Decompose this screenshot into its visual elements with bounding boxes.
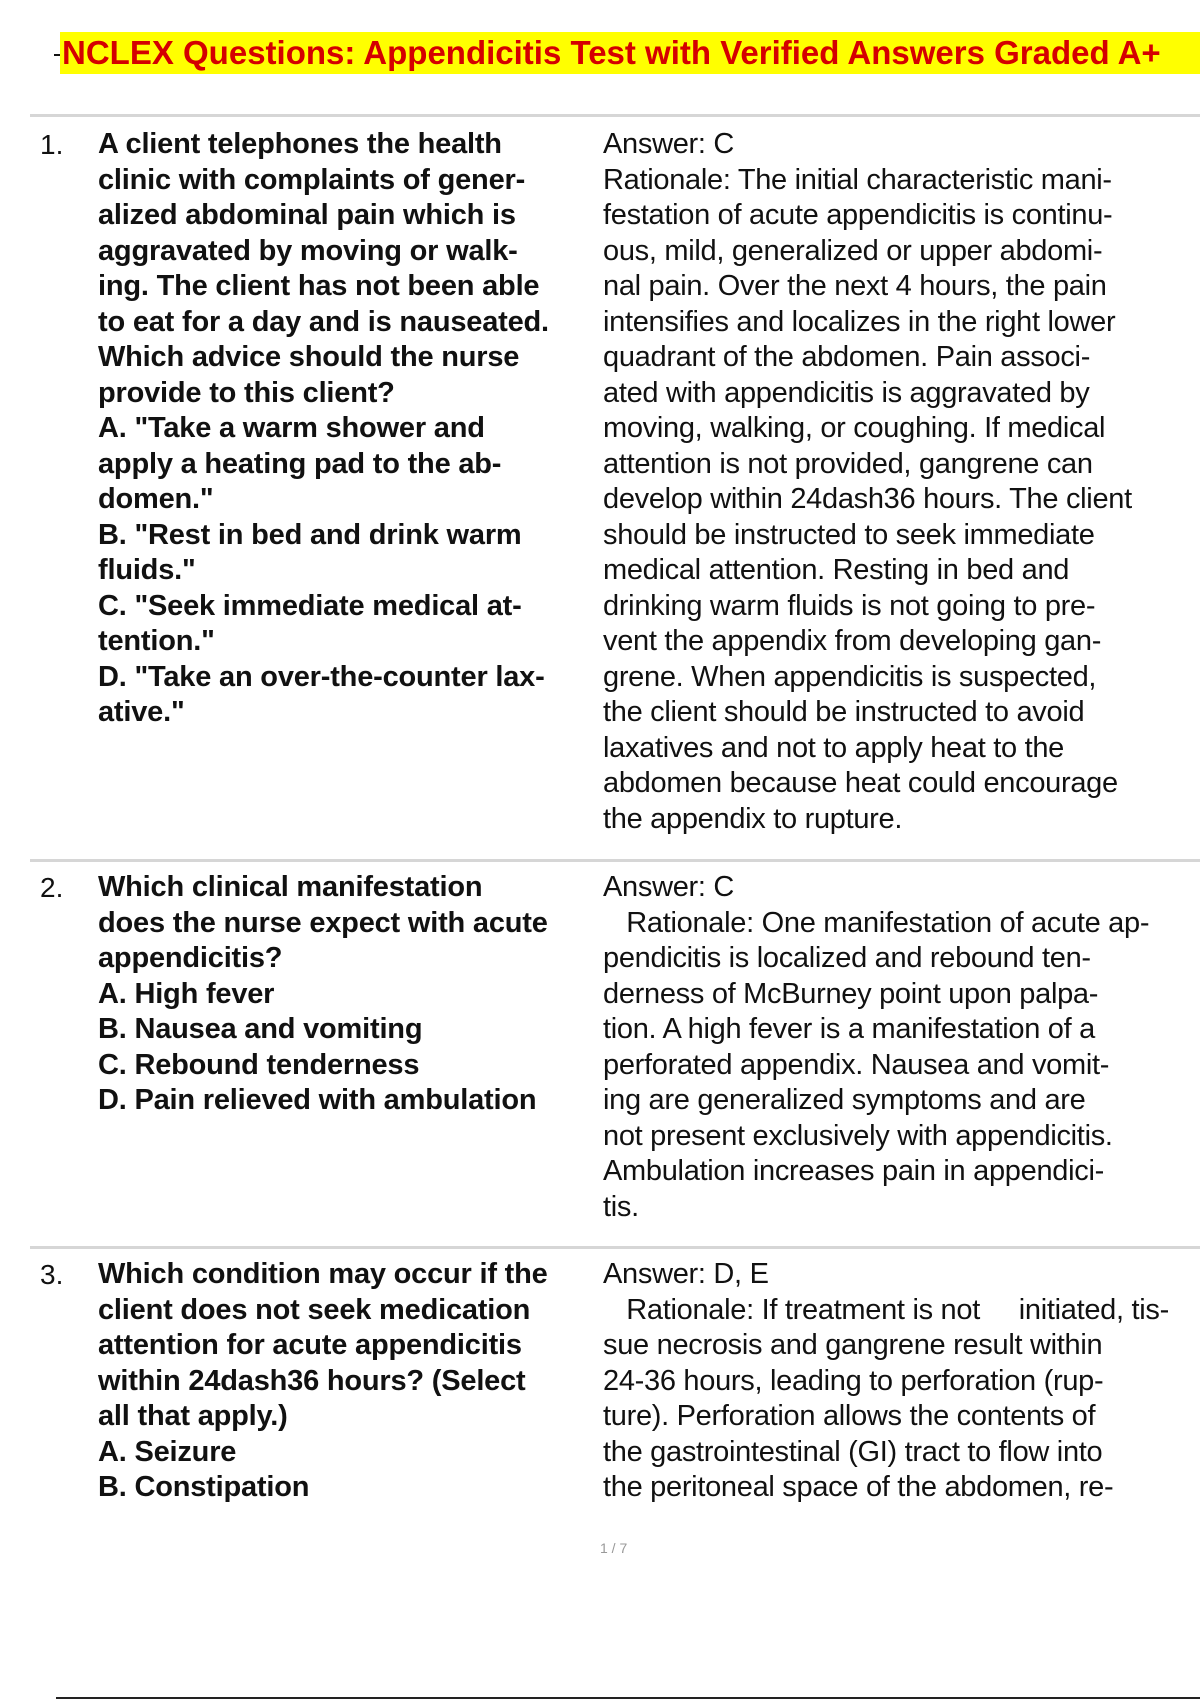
rationale-line: quadrant of the abdomen. Pain associ- <box>603 341 1091 373</box>
rationale-line: grene. When appendicitis is suspected, <box>603 660 1097 693</box>
option-line: D. "Take an over-the-counter lax- <box>98 660 545 693</box>
option-line: domen." <box>98 483 214 515</box>
option-line: fluids." <box>98 554 196 586</box>
question-line: provide to this client? <box>98 376 395 409</box>
answer-text <box>603 870 1200 1225</box>
option-line: tention." <box>98 625 215 657</box>
option-line: A. "Take a warm shower and <box>98 412 485 444</box>
question-line: aggravated by moving or walk- <box>98 234 518 267</box>
question-line: to eat for a day and is nauseated. <box>98 305 549 338</box>
divider-rule <box>30 1246 1200 1249</box>
rationale-line: not present exclusively with appendicitis. <box>603 1119 1113 1152</box>
rationale-line: drinking warm fluids is not going to pre- <box>603 589 1096 622</box>
question-line: client does not seek medication <box>98 1293 531 1326</box>
page-number: 1 / 7 <box>600 1540 628 1556</box>
rationale-line: Rationale: One manifestation of acute ap- <box>603 906 1150 939</box>
rationale-line: perforated appendix. Nausea and vomit- <box>603 1048 1110 1081</box>
rationale-line: intensifies and localizes in the right lower <box>603 305 1116 338</box>
rationale-line: develop within 24dash36 hours. The client <box>603 483 1132 515</box>
rationale-line: medical attention. Resting in bed and <box>603 554 1070 586</box>
question-line: attention for acute appendicitis <box>98 1329 522 1361</box>
answer-line: Answer: C <box>603 128 735 160</box>
bottom-rule <box>56 1697 1200 1699</box>
answer-line: Answer: D, E <box>603 1258 769 1290</box>
answer-line: Answer: C <box>603 871 735 903</box>
question-line: clinic with complaints of gener- <box>98 163 526 196</box>
question-line: alized abdominal pain which is <box>98 199 516 231</box>
page-title: NCLEX Questions: Appendicitis Test with Verified Answers Graded A+ <box>60 32 1200 74</box>
rationale-line: nal pain. Over the next 4 hours, the pain <box>603 270 1107 302</box>
question-line: Which condition may occur if the <box>98 1258 548 1290</box>
question-line: ing. The client has not been able <box>98 270 540 302</box>
answer-text <box>603 127 1200 837</box>
question-text <box>98 127 588 731</box>
question-line: all that apply.) <box>98 1400 288 1432</box>
rationale-line: attention is not provided, gangrene can <box>603 447 1093 480</box>
rationale-line: ous, mild, generalized or upper abdomi- <box>603 234 1103 267</box>
rationale-line: the client should be instructed to avoid <box>603 696 1085 728</box>
question-line: does the nurse expect with acute <box>98 906 548 939</box>
question-number: 1. <box>40 129 64 160</box>
rationale-line: derness of McBurney point upon palpa- <box>603 977 1099 1010</box>
rationale-line: tis. <box>603 1190 639 1223</box>
option-line: B. Nausea and vomiting <box>98 1013 423 1045</box>
option-line: C. "Seek immediate medical at- <box>98 589 522 622</box>
question-line: Which clinical manifestation <box>98 871 483 903</box>
rationale-line: the gastrointestinal (GI) tract to flow into <box>603 1435 1103 1468</box>
rationale-line: Rationale: The initial characteristic mani- <box>603 163 1112 196</box>
option-line: A. High fever <box>98 977 275 1010</box>
rationale-line: should be instructed to seek immediate <box>603 518 1095 551</box>
question-text <box>98 870 588 1119</box>
rationale-line: ture). Perforation allows the contents of <box>603 1400 1096 1432</box>
option-line: B. "Rest in bed and drink warm <box>98 518 522 551</box>
option-line: ative." <box>98 696 185 728</box>
rationale-line: festation of acute appendicitis is continu- <box>603 199 1113 231</box>
option-line: B. Constipation <box>98 1471 310 1503</box>
rationale-line: the peritoneal space of the abdomen, re- <box>603 1471 1114 1503</box>
rationale-line: abdomen because heat could encourage <box>603 767 1118 799</box>
rationale-line: ated with appendicitis is aggravated by <box>603 376 1090 409</box>
question-line: A client telephones the health <box>98 128 502 160</box>
option-line: D. Pain relieved with ambulation <box>98 1084 537 1116</box>
rationale-line: pendicitis is localized and rebound ten- <box>603 942 1091 974</box>
question-text <box>98 1257 588 1506</box>
option-line: A. Seizure <box>98 1435 237 1468</box>
rationale-line: vent the appendix from developing gan- <box>603 625 1102 657</box>
divider-rule <box>30 859 1200 862</box>
rationale-line: Rationale: If treatment is not initiated, tis- <box>603 1293 1169 1326</box>
question-number: 2. <box>40 872 64 903</box>
rationale-line: tion. A high fever is a manifestation of a <box>603 1013 1095 1045</box>
rationale-line: 24-36 hours, leading to perforation (rup- <box>603 1364 1104 1397</box>
option-line: apply a heating pad to the ab- <box>98 447 502 480</box>
rationale-line: Ambulation increases pain in appendici- <box>603 1155 1104 1187</box>
answer-text <box>603 1257 1200 1506</box>
divider-rule <box>30 114 1200 117</box>
rationale-line: the appendix to rupture. <box>603 802 903 835</box>
option-line: C. Rebound tenderness <box>98 1048 420 1081</box>
rationale-line: laxatives and not to apply heat to the <box>603 731 1064 764</box>
question-line: Which advice should the nurse <box>98 341 520 373</box>
question-number: 3. <box>40 1259 64 1290</box>
rationale-line: moving, walking, or coughing. If medical <box>603 412 1106 444</box>
question-line: within 24dash36 hours? (Select <box>98 1364 526 1397</box>
rationale-line: ing are generalized symptoms and are <box>603 1084 1086 1116</box>
rationale-line: sue necrosis and gangrene result within <box>603 1329 1103 1361</box>
question-line: appendicitis? <box>98 942 283 974</box>
